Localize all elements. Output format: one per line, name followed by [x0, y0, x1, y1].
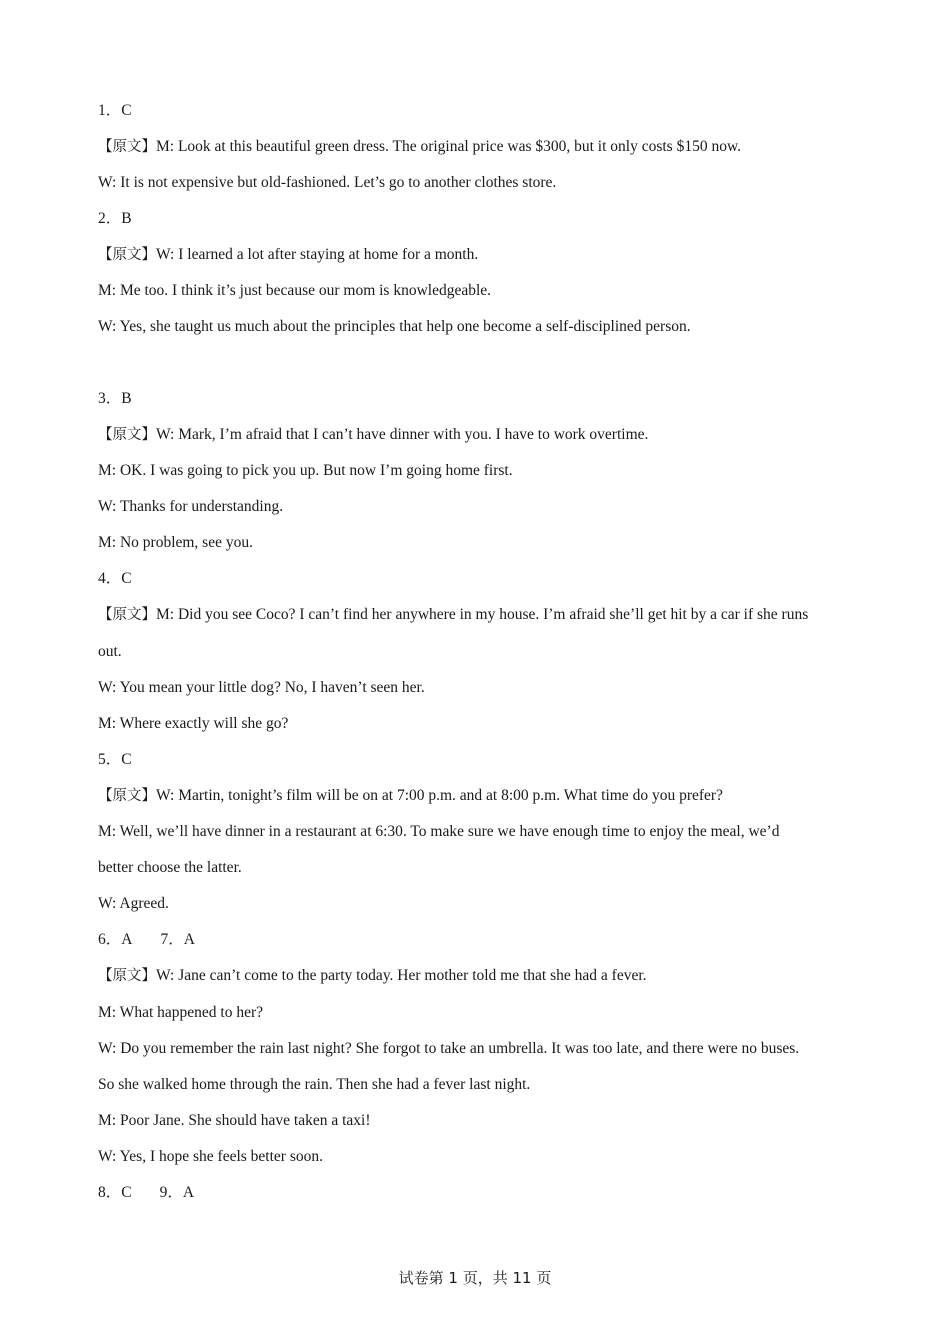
answer-line: 1．C: [98, 102, 132, 119]
transcript-line: M: Where exactly will she go?: [98, 715, 289, 732]
answer-line: 8．C 9．A: [98, 1184, 195, 1201]
transcript-line: 【原文】W: Mark, I’m afraid that I can’t have dinner with you. I have to work overtime.: [98, 426, 649, 443]
transcript-tag: 【原文】: [98, 607, 156, 623]
transcript-tag: 【原文】: [98, 139, 156, 155]
transcript-line: W: Agreed.: [98, 895, 169, 912]
answer-line: 6．A 7．A: [98, 931, 195, 948]
transcript-line: W: Yes, I hope she feels better soon.: [98, 1148, 323, 1165]
transcript-line: W: Do you remember the rain last night? She forgot to take an umbrella. It was too late, and there were no buses.: [98, 1040, 800, 1057]
transcript-line: 【原文】W: Jane can’t come to the party today. Her mother told me that she had a fever.: [98, 967, 647, 984]
transcript-tag: 【原文】: [98, 427, 156, 443]
transcript-line: M: What happened to her?: [98, 1004, 263, 1021]
transcript-line: 【原文】M: Look at this beautiful green dress. The original price was $300, but it only costs $150 now.: [98, 138, 742, 155]
answer-line: 5．C: [98, 751, 132, 768]
transcript-line: M: Poor Jane. She should have taken a taxi!: [98, 1112, 371, 1129]
transcript-line: 【原文】M: Did you see Coco? I can’t find her anywhere in my house. I’m afraid she’ll get hit by a car if she runs: [98, 606, 809, 623]
transcript-line: W: It is not expensive but old-fashioned. Let’s go to another clothes store.: [98, 174, 557, 191]
page-footer: 试卷第 1 页，共 11 页: [398, 1269, 552, 1287]
transcript-line: M: Me too. I think it’s just because our mom is knowledgeable.: [98, 282, 492, 299]
transcript-tag: 【原文】: [98, 247, 156, 263]
answer-line: 2．B: [98, 210, 132, 227]
transcript-line: M: No problem, see you.: [98, 534, 253, 551]
transcript-line: W: Thanks for understanding.: [98, 498, 284, 515]
transcript-line: better choose the latter.: [98, 859, 242, 876]
transcript-line: W: Yes, she taught us much about the principles that help one become a self-disciplined person.: [98, 318, 691, 335]
transcript-tag: 【原文】: [98, 788, 156, 804]
transcript-line: 【原文】W: I learned a lot after staying at home for a month.: [98, 246, 479, 263]
transcript-line: 【原文】W: Martin, tonight’s film will be on at 7:00 p.m. and at 8:00 p.m. What time do you prefer?: [98, 787, 723, 804]
answer-line: 4．C: [98, 570, 132, 587]
transcript-line: So she walked home through the rain. Then she had a fever last night.: [98, 1076, 531, 1093]
transcript-line: W: You mean your little dog? No, I haven’t seen her.: [98, 679, 425, 696]
transcript-line: M: Well, we’ll have dinner in a restaurant at 6:30. To make sure we have enough time to enjoy the meal, we’d: [98, 823, 780, 840]
transcript-tag: 【原文】: [98, 968, 156, 984]
answer-line: 3．B: [98, 390, 132, 407]
transcript-line: out.: [98, 643, 122, 660]
transcript-line: M: OK. I was going to pick you up. But now I’m going home first.: [98, 462, 513, 479]
